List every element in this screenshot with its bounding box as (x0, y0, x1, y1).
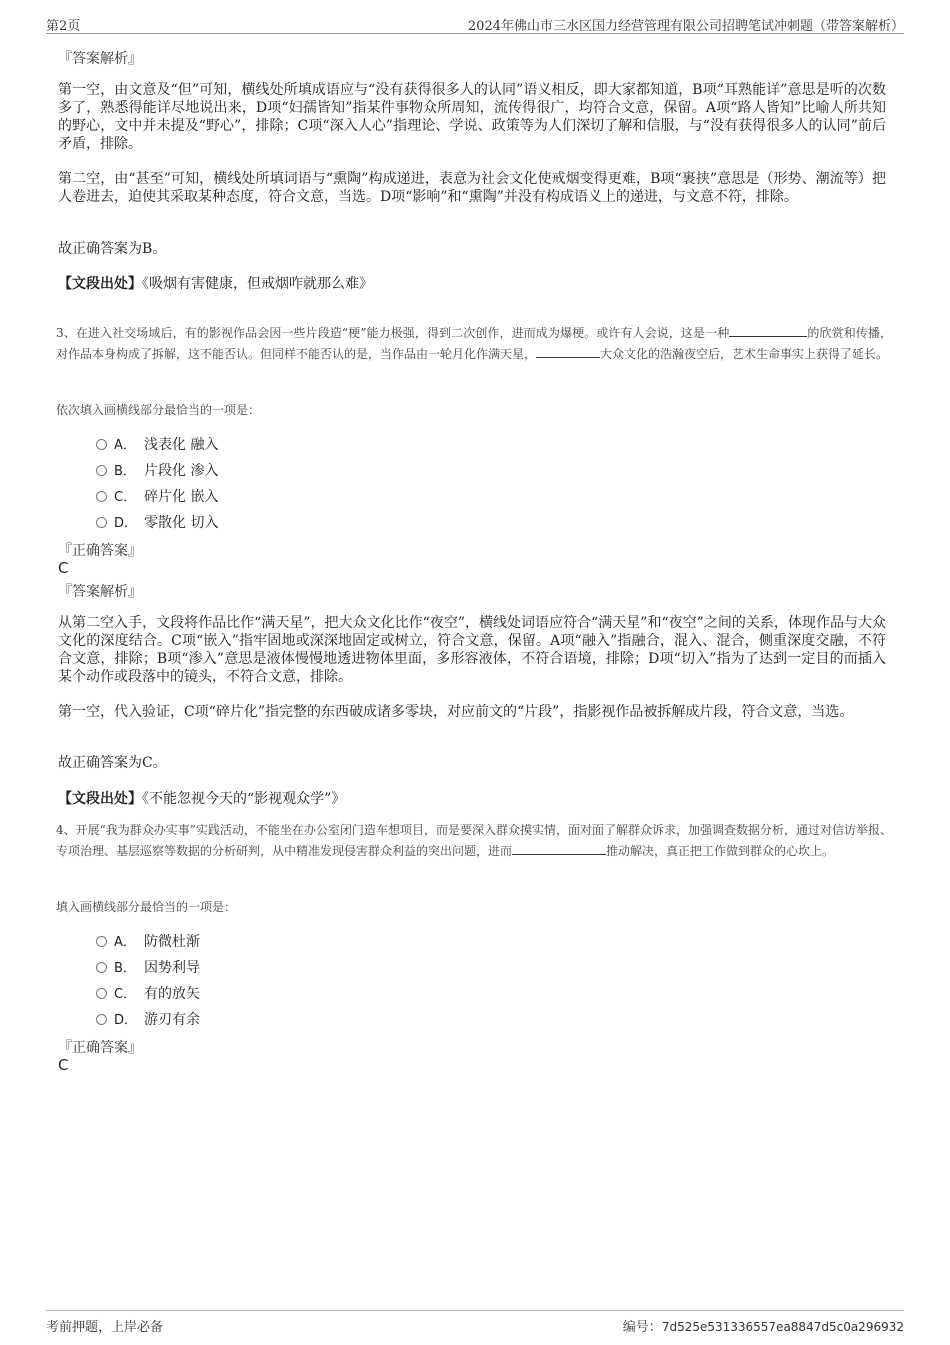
passage-source (58, 788, 345, 808)
radio-button[interactable] (96, 465, 107, 476)
analysis-paragraph: 从第二空入手，文段将作品比作“满天星”，把大众文化比作“夜空”，横线处词语应符合“满天星”和“夜空”之间的关系，体现作品与大众文化的深度结合。C项“嵌入”指牢固地或深深地固定或树立，符合文意，保留。A项“融入”指融合，混入、混合，侧重深度交融，不符合文意，排除；B项“渗入”意思是液体慢慢地透进物体里面，多形容液体，不符合语境，排除；D项“切入”指为了达到一定目的而插入某个动作或段落中的镜头，不符合文意，排除。 (58, 615, 886, 685)
source-title: 《不能忽视今天的“影视观众学”》 (142, 791, 346, 807)
question-instruction: 依次填入画横线部分最恰当的一项是： (56, 403, 261, 417)
radio-button[interactable] (96, 491, 107, 502)
footer-slogan: 考前押题，上岸必备 (46, 1320, 164, 1335)
source-label: 【文段出处】 (58, 791, 142, 807)
correct-answer-label: 『正确答案』 (58, 543, 142, 559)
radio-button[interactable] (96, 439, 107, 450)
conclusion-text: 故正确答案为B。 (58, 241, 167, 257)
answer-analysis-label: 『答案解析』 (58, 51, 142, 67)
radio-button[interactable] (96, 962, 107, 973)
page-number: 第2页 (46, 19, 81, 34)
fill-blank-2 (536, 345, 600, 358)
correct-answer: C (58, 1056, 69, 1074)
correct-answer-label: 『正确答案』 (58, 1040, 142, 1056)
document-title: 2024年佛山市三水区国力经营管理有限公司招聘笔试冲刺题（带答案解析） (467, 19, 904, 34)
passage-source (58, 273, 373, 293)
document-code: 编号：7d525e531336557ea8847d5c0a296932 (622, 1320, 904, 1335)
fill-blank-1 (512, 842, 606, 855)
radio-button[interactable] (96, 988, 107, 999)
correct-answer: C (58, 559, 69, 577)
analysis-paragraph: 第二空，由“甚至”可知，横线处所填词语与“熏陶”构成递进，表意为社会文化使戒烟变得更难，B项“裹挟”意思是（形势、潮流等）把人卷进去，迫使其采取某种态度，符合文意，当选。D项“影响”和“熏陶”并没有构成语义上的递进，与文意不符，排除。 (58, 171, 886, 205)
answer-analysis-label: 『答案解析』 (58, 584, 142, 600)
radio-button[interactable] (96, 517, 107, 528)
fill-blank-1 (729, 324, 807, 337)
source-label: 【文段出处】 (58, 276, 142, 292)
analysis-paragraph: 第一空，代入验证，C项“碎片化”指完整的东西破成诸多零块，对应前文的“片段”，指影视作品被拆解成片段，符合文意，当选。 (58, 704, 854, 720)
radio-button[interactable] (96, 1014, 107, 1025)
page-header (46, 13, 904, 34)
question-4-stem: 4、开展“我为群众办实事”实践活动，不能坐在办公室闭门造车想项目，而是要深入群众摸实情，面对面了解群众诉求，加强调查数据分析，通过对信访举报、专项治理、基层巡察等数据的分析研判，从中精准发现侵害群众利益的突出问题，进而 推动解决，真正把工作做到群众的心坎上。 (56, 823, 892, 858)
analysis-paragraph: 第一空，由文意及“但”可知，横线处所填成语应与“没有获得很多人的认同”语义相反，即大家都知道，B项“耳熟能详”意思是听的次数多了，熟悉得能详尽地说出来，D项“妇孺皆知”指某件事物众所周知，流传得很广，均符合文意，保留。A项“路人皆知”比喻人所共知的野心，文中并未提及“野心”，排除；C项“深入人心”指理论、学说、政策等为人们深切了解和信服，与“没有获得很多人的认同”前后矛盾，排除。 (58, 82, 886, 152)
page-footer (46, 1310, 904, 1335)
question-instruction: 填入画横线部分最恰当的一项是： (56, 900, 237, 914)
question-3-stem: 3、在进入社交场域后，有的影视作品会因一些片段造“梗”能力极强，得到二次创作，进而成为爆梗。或许有人会说，这是一种 的欣赏和传播，对作品本身构成了拆解，这不能否认。但同样不能否认的是，当作品由一轮月化作满天星， 大众文化的浩瀚夜空后，艺术生命事实上获得了延长。 (56, 326, 892, 361)
radio-button[interactable] (96, 936, 107, 947)
conclusion-text: 故正确答案为C。 (58, 755, 167, 771)
source-title: 《吸烟有害健康，但戒烟咋就那么难》 (142, 276, 373, 292)
